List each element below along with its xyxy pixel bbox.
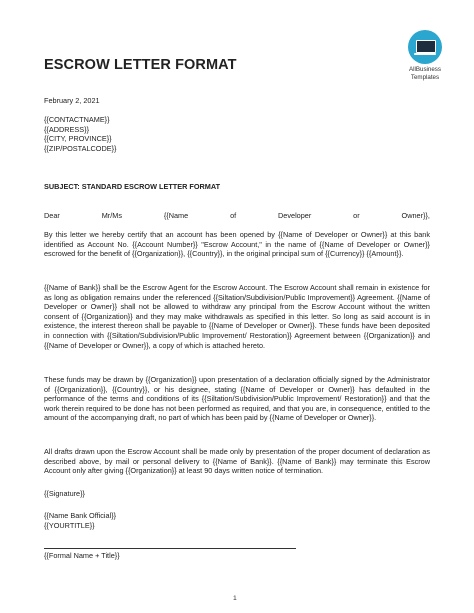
body-paragraph-1: By this letter we hereby certify that an account has been opened by {{Name of Developer or Owner}} at this bank identified as Account No. {{Account Number}} "Escrow Account," in the name of {{Name of Developer or Owner}} escrowed for the benefit of {{Organization}}, {{Country}}, in the original principal sum of {{Currency}} {{Amount}}. bbox=[44, 230, 430, 259]
closing-line: {{YOURTITLE}} bbox=[44, 520, 95, 530]
brand-name-line1: AllBusiness bbox=[409, 66, 441, 73]
closing-line: {{Name Bank Official}} bbox=[44, 511, 117, 520]
brand-name-line2: Templates bbox=[410, 73, 440, 81]
address-line: {{CONTACTNAME}} bbox=[44, 115, 110, 124]
salutation bbox=[44, 211, 430, 221]
signature-rule bbox=[44, 548, 296, 549]
salutation-word: Developer bbox=[278, 211, 312, 220]
body-paragraph-3: These funds may be drawn by {{Organization}} upon presentation of a declaration officially signed by the Administrator of {{Organization}}, {{Country}}, or his designee, stating {{Name of Developer or Owner}} has defaulted in the performance of the terms and conditions of its {{Siltation/Subdivision/Public Improvement/ Restoration}} and that the work therein required to be done has not been performed as required, and that you are, in consequence, entitled to the amount of the accompanying draft, no part of which has been paid by {{Name of Developer or Owner}}. bbox=[44, 375, 430, 423]
address-line: {{ZIP/POSTALCODE}} bbox=[44, 143, 117, 153]
letter-date: February 2, 2021 bbox=[44, 96, 100, 105]
subject-line: SUBJECT: STANDARD ESCROW LETTER FORMAT bbox=[44, 182, 221, 191]
brand-name bbox=[388, 66, 462, 81]
salutation-word: Mr/Ms bbox=[101, 211, 122, 220]
signature-placeholder: {{Signature}} bbox=[44, 489, 85, 498]
closing-block bbox=[44, 511, 116, 530]
salutation-word: Owner}}, bbox=[401, 211, 430, 220]
salutation-word: or bbox=[353, 211, 360, 220]
salutation-word: of bbox=[230, 211, 237, 220]
laptop-icon bbox=[408, 30, 442, 64]
page-number: 1 bbox=[233, 595, 237, 602]
laptop-base-shape bbox=[414, 53, 436, 55]
document-title: ESCROW LETTER FORMAT bbox=[44, 57, 237, 73]
address-line: {{CITY, PROVINCE}} bbox=[44, 134, 112, 144]
formal-name-title: {{Formal Name + Title}} bbox=[44, 551, 120, 560]
body-paragraph-2: {{Name of Bank}} shall be the Escrow Agent for the Escrow Account. The Escrow Account shall remain in existence for as long as obligation remains under the referenced {{Siltation/Subdivision/Public Improvement}} Agreement. {{Name of Developer or Owner}} shall not be allowed to withdraw any principal from the Escrow Account without the written consent of {{Organization}} and they may make withdrawals as specified in this letter. So long as said account is in existence, the interest thereon shall be payable to {{Name of Developer or Owner}}. These funds have been deposited in connection with {{Siltation/Subdivision/Public Improvement/ Restoration}} Agreement between {{Organization}} and {{Name of Developer or Owner}}, a copy of which is attached hereto. bbox=[44, 283, 430, 350]
salutation-word: Dear bbox=[44, 211, 60, 220]
address-line: {{ADDRESS}} bbox=[44, 124, 90, 134]
salutation-word: {{Name bbox=[163, 211, 189, 220]
recipient-address bbox=[44, 115, 116, 153]
body-paragraph-4: All drafts drawn upon the Escrow Account shall be made only by presentation of the proper document of declaration as described above, by mail or personal delivery to {{Name of Bank}}. {{Name of Bank}} may terminate this Escrow Account only after giving {{Organization}} at least 90 days written notice of termination. bbox=[44, 447, 430, 476]
laptop-screen-shape bbox=[416, 40, 436, 53]
